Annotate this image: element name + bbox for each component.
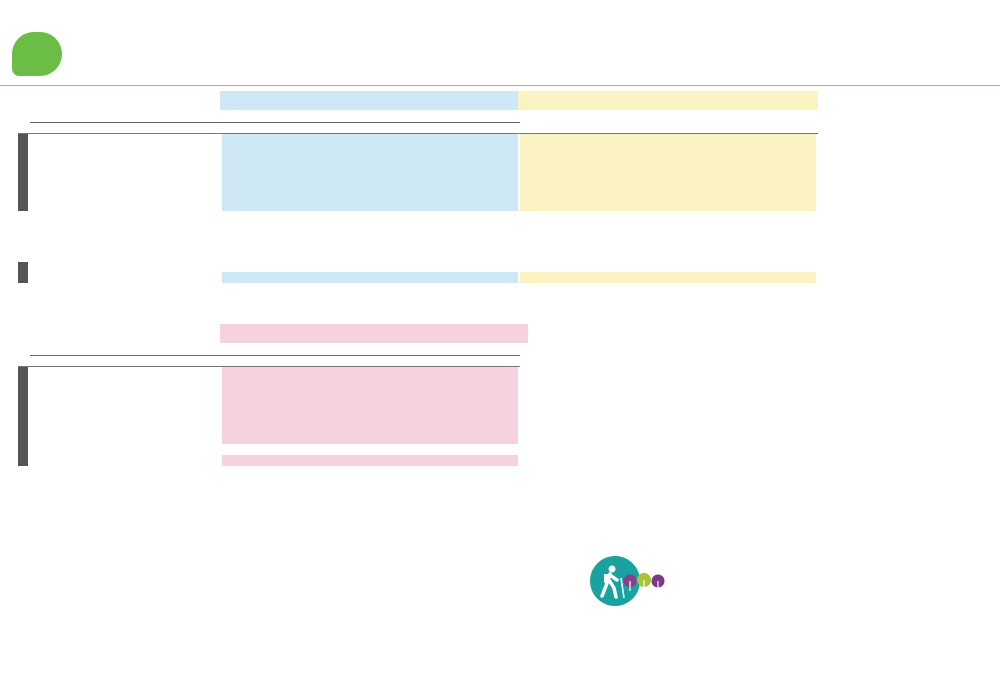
section-sa bbox=[518, 91, 818, 110]
so-bg bbox=[222, 367, 518, 444]
gutter bbox=[18, 262, 28, 283]
line-badge bbox=[12, 32, 62, 76]
section-mofr bbox=[220, 91, 518, 110]
mofr-bg bbox=[222, 134, 518, 211]
sa-bg-sport bbox=[520, 272, 816, 283]
mofr-bg-sport bbox=[222, 272, 518, 283]
tree-icon bbox=[622, 572, 668, 592]
header-divider bbox=[0, 85, 1000, 86]
section-so bbox=[220, 324, 528, 343]
rule bbox=[30, 355, 520, 356]
gutter bbox=[18, 367, 28, 466]
so-bg-sport bbox=[222, 455, 518, 466]
sa-bg bbox=[520, 134, 816, 211]
rule bbox=[30, 122, 520, 123]
einkehr-row bbox=[537, 650, 623, 665]
gutter bbox=[18, 134, 28, 211]
